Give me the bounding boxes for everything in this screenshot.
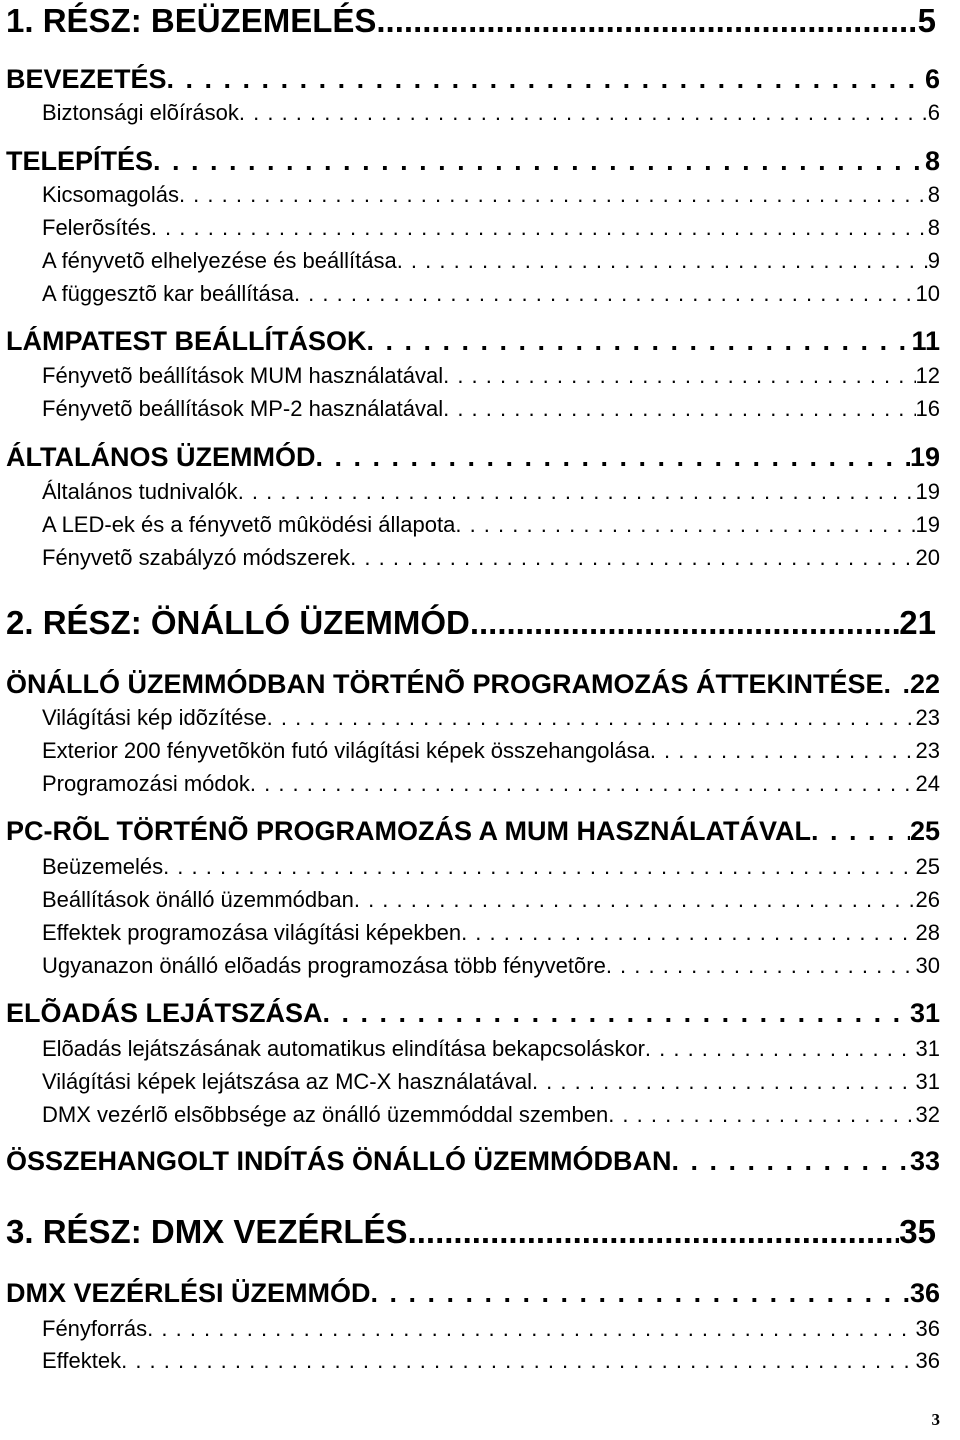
toc-section-entry [42, 545, 940, 575]
toc-page-number: 19 [915, 512, 940, 537]
toc-page-number: 32 [915, 1102, 940, 1127]
toc-section-entry [42, 1348, 940, 1378]
toc-section-entry [42, 1069, 940, 1099]
toc-chapter-entry [6, 146, 940, 182]
leader-dots [397, 248, 928, 274]
toc-section-entry [42, 953, 940, 983]
toc-page-number: 31 [915, 1069, 940, 1094]
toc-label: Fényvetõ beállítások MP-2 használatával [42, 396, 444, 421]
leader-dots [121, 1348, 915, 1374]
leader-dots [267, 705, 916, 731]
toc-label: ELÕADÁS LEJÁTSZÁSA [6, 998, 323, 1028]
toc-page-number: 8 [927, 182, 940, 207]
toc-label: 3. RÉSZ: DMX VEZÉRLÉS [6, 1213, 408, 1250]
toc-label: Programozási módok [42, 771, 250, 796]
toc-page-number: 16 [915, 396, 940, 421]
toc-section-entry [42, 738, 940, 768]
leader-dots [455, 512, 915, 538]
toc-label: 2. RÉSZ: ÖNÁLLÓ ÜZEMMÓD [6, 604, 470, 641]
toc-page-number: 19 [915, 479, 940, 504]
toc-label: Fényforrás [42, 1316, 148, 1341]
toc-label: Ugyanazon önálló elõadás programozása több fényvetõre [42, 953, 606, 978]
leader-dots [371, 1278, 910, 1309]
leader-dots [608, 1102, 915, 1128]
toc-label: Felerõsítés [42, 215, 151, 240]
toc-page-number: 19 [909, 442, 940, 472]
toc-page-number: 33 [909, 1146, 940, 1176]
toc-label: Világítási képek lejátszása az MC-X használatával [42, 1069, 532, 1094]
toc-label: Világítási kép idõzítése [42, 705, 267, 730]
toc-label: BEVEZETÉS [6, 64, 167, 94]
toc-section-entry [42, 396, 940, 426]
toc-section-entry [42, 100, 940, 130]
toc-section-entry [42, 854, 940, 884]
leader-dots [153, 146, 925, 177]
toc-page-number: 10 [915, 281, 940, 306]
toc-page-number: 23 [915, 738, 940, 763]
leader-dots [250, 771, 916, 797]
leader-dots [350, 545, 915, 571]
toc-label: Beüzemelés [42, 854, 164, 879]
leader-dots [376, 2, 917, 40]
toc-label: DMX vezérlõ elsõbbsége az önálló üzemmóddal szemben [42, 1102, 609, 1127]
toc-page-number: 12 [915, 363, 940, 388]
toc-page-number: 8 [924, 146, 940, 176]
toc-page-number: 5 [917, 2, 936, 39]
toc-chapter-entry [6, 1278, 940, 1314]
leader-dots [408, 1213, 900, 1251]
toc-chapter-entry [6, 442, 940, 478]
toc-section-entry [42, 887, 940, 917]
toc-page-number: 8 [927, 215, 940, 240]
toc-page-number: 30 [915, 953, 940, 978]
leader-dots [470, 604, 899, 642]
leader-dots [294, 281, 916, 307]
toc-label: ÁLTALÁNOS ÜZEMMÓD [6, 442, 316, 472]
leader-dots [323, 998, 910, 1029]
leader-dots [645, 1036, 916, 1062]
toc-part-entry [6, 2, 936, 44]
toc-chapter-entry [6, 998, 940, 1034]
leader-dots [151, 215, 928, 241]
toc-label: DMX VEZÉRLÉSI ÜZEMMÓD [6, 1278, 371, 1308]
toc-page-number: 25 [915, 854, 940, 879]
toc-page-number: 20 [915, 545, 940, 570]
toc-section-entry [42, 705, 940, 735]
toc-label: Általános tudnivalók [42, 479, 238, 504]
leader-dots [461, 920, 915, 946]
leader-dots [163, 854, 915, 880]
toc-chapter-entry [6, 326, 940, 362]
toc-section-entry [42, 182, 940, 212]
toc-section-entry [42, 1316, 940, 1346]
toc-part-entry [6, 1213, 936, 1255]
toc-page-number: 28 [915, 920, 940, 945]
toc-label: ÖSSZEHANGOLT INDÍTÁS ÖNÁLLÓ ÜZEMMÓDBAN [6, 1146, 672, 1176]
leader-dots [167, 64, 925, 95]
toc-page-number: 22 [909, 669, 940, 699]
toc-label: TELEPÍTÉS [6, 146, 154, 176]
toc-chapter-entry [6, 669, 940, 705]
toc-label: LÁMPATEST BEÁLLÍTÁSOK [6, 326, 367, 356]
leader-dots [239, 100, 928, 126]
leader-dots [443, 396, 915, 422]
toc-page-number: 23 [915, 705, 940, 730]
toc-label: A fényvetõ elhelyezése és beállítása [42, 248, 397, 273]
toc-section-entry [42, 248, 940, 278]
toc-label: PC-RÕL TÖRTÉNÕ PROGRAMOZÁS A MUM HASZNÁLATÁVAL [6, 816, 811, 846]
leader-dots [315, 442, 909, 473]
toc-section-entry [42, 512, 940, 542]
leader-dots [179, 182, 928, 208]
toc-page-number: 11 [911, 326, 940, 356]
toc-chapter-entry [6, 1146, 940, 1182]
toc-part-entry [6, 604, 936, 646]
toc-chapter-entry [6, 816, 940, 852]
leader-dots [443, 363, 915, 389]
toc-section-entry [42, 1036, 940, 1066]
toc-page-number: 6 [927, 100, 940, 125]
toc-label: Elõadás lejátszásának automatikus elindítása bekapcsoláskor [42, 1036, 645, 1061]
toc-label: 1. RÉSZ: BEÜZEMELÉS [6, 2, 377, 39]
leader-dots [811, 816, 910, 847]
toc-page-number: 26 [915, 887, 940, 912]
leader-dots [606, 953, 916, 979]
leader-dots [883, 669, 909, 700]
toc-label: Exterior 200 fényvetõkön futó világítási képek összehangolása [42, 738, 650, 763]
toc-label: Fényvetõ beállítások MUM használatával [42, 363, 444, 388]
toc-page-number: 36 [915, 1316, 940, 1341]
leader-dots [354, 887, 916, 913]
toc-label: Biztonsági elõírások [42, 100, 239, 125]
toc-page-number: 25 [909, 816, 940, 846]
toc-section-entry [42, 363, 940, 393]
toc-page-number: 31 [915, 1036, 940, 1061]
toc-label: A függesztõ kar beállítása [42, 281, 294, 306]
toc-page-number: 36 [909, 1278, 940, 1308]
toc-section-entry [42, 771, 940, 801]
toc-chapter-entry [6, 64, 940, 100]
toc-page-number: 31 [909, 998, 940, 1028]
leader-dots [238, 479, 916, 505]
toc-section-entry [42, 479, 940, 509]
toc-page-number: 21 [899, 604, 936, 641]
leader-dots [366, 326, 911, 357]
toc-label: Effektek programozása világítási képekben [42, 920, 462, 945]
leader-dots [650, 738, 916, 764]
leader-dots [532, 1069, 916, 1095]
toc-section-entry [42, 281, 940, 311]
toc-label: Beállítások önálló üzemmódban [42, 887, 354, 912]
toc-label: A LED-ek és a fényvetõ mûködési állapota [42, 512, 456, 537]
toc-label: Fényvetõ szabályzó módszerek [42, 545, 351, 570]
leader-dots [671, 1146, 909, 1177]
toc-section-entry [42, 920, 940, 950]
page-number: 3 [931, 1410, 940, 1429]
toc-section-entry [42, 215, 940, 245]
toc-page-number: 35 [899, 1213, 936, 1250]
toc-label: Kicsomagolás [42, 182, 179, 207]
toc-page-number: 9 [927, 248, 940, 273]
toc-label: ÖNÁLLÓ ÜZEMMÓDBAN TÖRTÉNÕ PROGRAMOZÁS ÁTTEKINTÉSE [6, 669, 884, 699]
toc-label: Effektek [42, 1348, 122, 1373]
toc-section-entry [42, 1102, 940, 1132]
leader-dots [147, 1316, 915, 1342]
toc-page-number: 36 [915, 1348, 940, 1373]
toc-page-number: 6 [924, 64, 940, 94]
toc-page-number: 24 [915, 771, 940, 796]
